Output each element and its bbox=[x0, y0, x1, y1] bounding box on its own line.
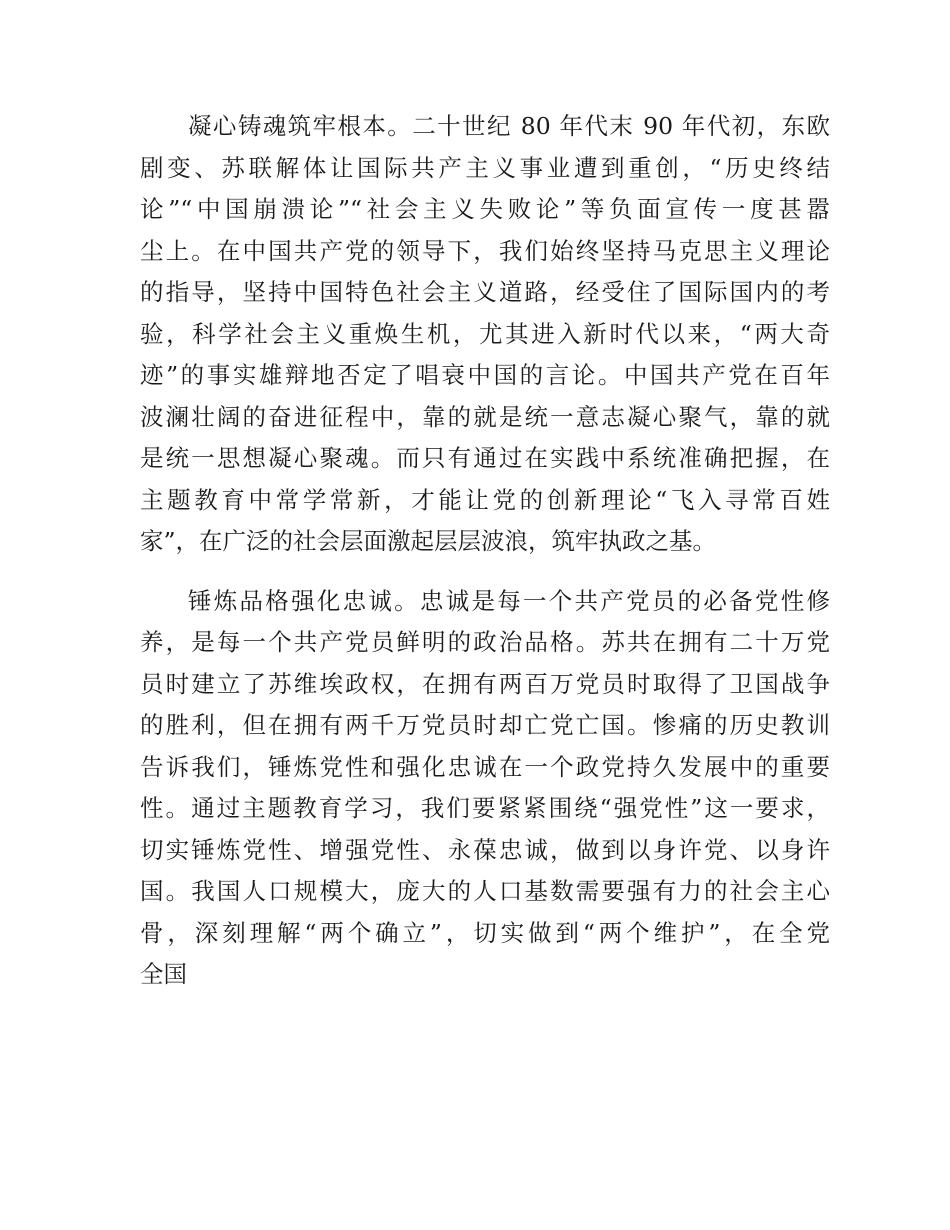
text-line: 骨，深刻理解“两个确立”，切实做到“两个维护”，在全党 bbox=[140, 918, 830, 947]
text-line: 告诉我们，锤炼党性和强化忠诚在一个政党持久发展中的重要 bbox=[140, 752, 830, 781]
text-line: 验，科学社会主义重焕生机，尤其进入新时代以来，“两大奇 bbox=[140, 319, 830, 348]
text-line: 凝心铸魂筑牢根本。二十世纪 80 年代末 90 年代初，东欧 bbox=[188, 112, 830, 140]
text-line: 养，是每一个共产党员鲜明的政治品格。苏共在拥有二十万党 bbox=[140, 628, 830, 656]
text-line: 论”“中国崩溃论”“社会主义失败论”等负面宣传一度甚嚣 bbox=[140, 195, 830, 223]
text-line: 尘上。在中国共产党的领导下，我们始终坚持马克思主义理论 bbox=[140, 236, 830, 265]
text-line: 的胜利，但在拥有两千万党员时却亡党亡国。惨痛的历史教训 bbox=[140, 711, 830, 739]
text-line: 员时建立了苏维埃政权，在拥有两百万党员时取得了卫国战争 bbox=[140, 669, 830, 698]
paragraph-1 bbox=[140, 106, 830, 563]
text-line: 主题教育中常学常新，才能让党的创新理论“飞入寻常百姓 bbox=[140, 485, 830, 514]
paragraph-2 bbox=[140, 581, 830, 996]
text-line: 的指导，坚持中国特色社会主义道路，经受住了国际国内的考 bbox=[140, 278, 830, 306]
document-body bbox=[140, 106, 830, 1014]
text-line: 波澜壮阔的奋进征程中，靠的就是统一意志凝心聚气，靠的就 bbox=[140, 402, 830, 431]
text-line: 家”，在广泛的社会层面激起层层波浪，筑牢执政之基。 bbox=[140, 527, 717, 555]
text-line: 迹”的事实雄辩地否定了唱衰中国的言论。中国共产党在百年 bbox=[140, 361, 830, 389]
text-line: 国。我国人口规模大，庞大的人口基数需要强有力的社会主心 bbox=[140, 877, 830, 905]
text-line: 切实锤炼党性、增强党性、永葆忠诚，做到以身许党、以身许 bbox=[140, 835, 830, 864]
text-line: 性。通过主题教育学习，我们要紧紧围绕“强党性”这一要求， bbox=[140, 794, 830, 822]
text-line: 剧变、苏联解体让国际共产主义事业遭到重创，“历史终结 bbox=[140, 153, 830, 182]
text-line: 全国 bbox=[140, 960, 187, 988]
text-line: 是统一思想凝心聚魂。而只有通过在实践中系统准确把握，在 bbox=[140, 444, 830, 472]
text-line: 锤炼品格强化忠诚。忠诚是每一个共产党员的必备党性修 bbox=[188, 586, 830, 615]
